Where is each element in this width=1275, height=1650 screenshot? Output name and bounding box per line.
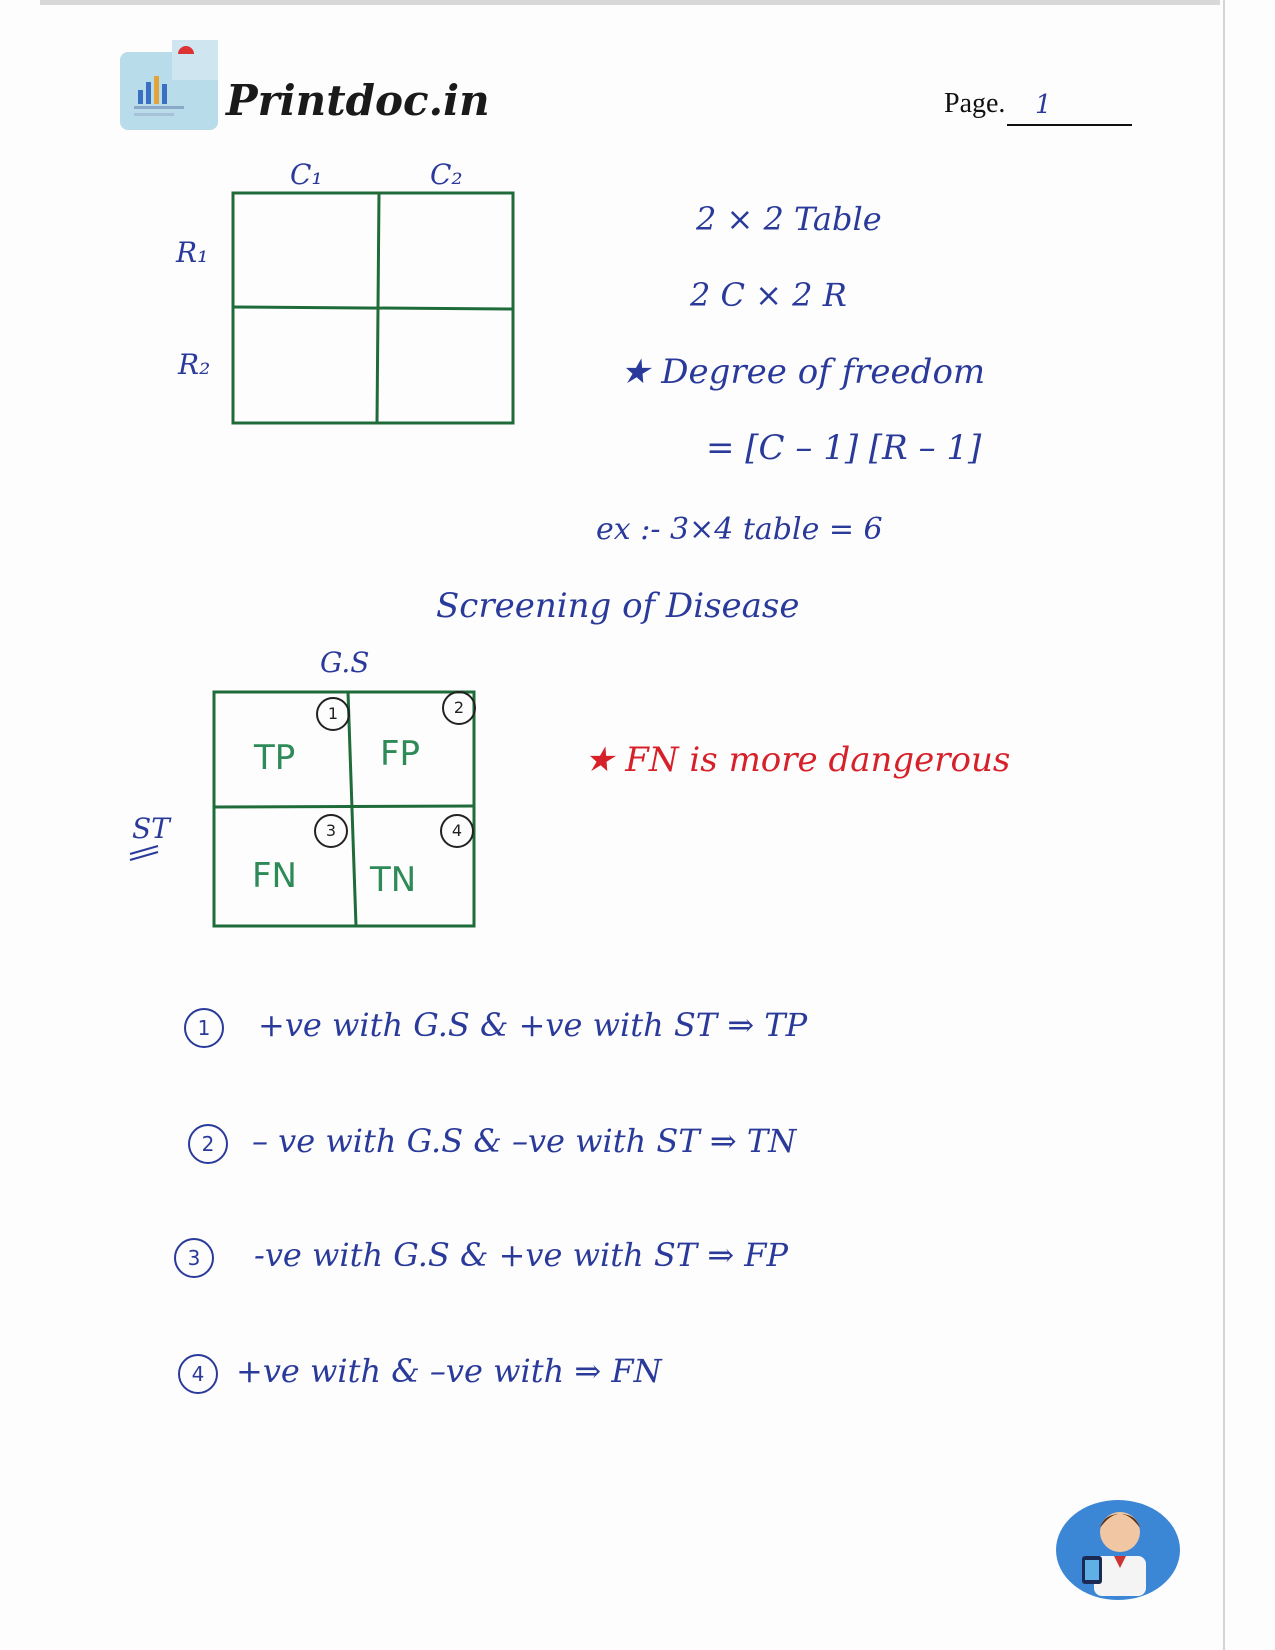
rule-1-text: +ve with G.S & +ve with ST ⇒ TP [258, 1006, 808, 1044]
cell-false-positive: FP [380, 734, 421, 774]
rule-4-number: 4 [178, 1354, 218, 1394]
page-number: 1 [1035, 90, 1052, 120]
cell-true-positive: TP [254, 738, 296, 778]
rule-4-text: +ve with & –ve with ⇒ FN [236, 1352, 662, 1390]
cell-number-3: 3 [314, 814, 348, 848]
mascot-icon [1054, 1490, 1182, 1600]
rule-1-number: 1 [184, 1008, 224, 1048]
screening-test-label: ST [132, 812, 170, 845]
cell-number-4: 4 [440, 814, 474, 848]
rule-2-text: – ve with G.S & –ve with ST ⇒ TN [252, 1122, 797, 1160]
note-example: ex :- 3×4 table = 6 [596, 512, 883, 547]
rule-2-number: 2 [188, 1124, 228, 1164]
cell-number-2: 2 [442, 691, 476, 725]
rule-3-text: -ve with G.S & +ve with ST ⇒ FP [254, 1236, 789, 1274]
row-1-label: R₁ [176, 236, 209, 269]
fn-danger-note: ★ FN is more dangerous [584, 740, 1011, 780]
note-dof-formula: = [C – 1] [R – 1] [706, 428, 982, 468]
screening-title: Screening of Disease [436, 586, 800, 626]
page-label: Page. [944, 88, 1006, 119]
column-1-label: C₁ [290, 158, 323, 191]
column-2-label: C₂ [430, 158, 463, 191]
row-2-label: R₂ [178, 348, 211, 381]
cell-true-negative: TN [370, 860, 417, 900]
cell-number-1: 1 [316, 697, 350, 731]
note-columns-rows: 2 C × 2 R [690, 276, 847, 314]
note-degree-of-freedom: ★ Degree of freedom [620, 352, 986, 392]
note-table-size: 2 × 2 Table [696, 200, 882, 238]
rule-3-number: 3 [174, 1238, 214, 1278]
cell-false-negative: FN [252, 856, 297, 896]
brand-name: Printdoc.in [226, 76, 490, 125]
contingency-table-grid [233, 193, 513, 423]
gold-standard-label: G.S [320, 646, 370, 679]
